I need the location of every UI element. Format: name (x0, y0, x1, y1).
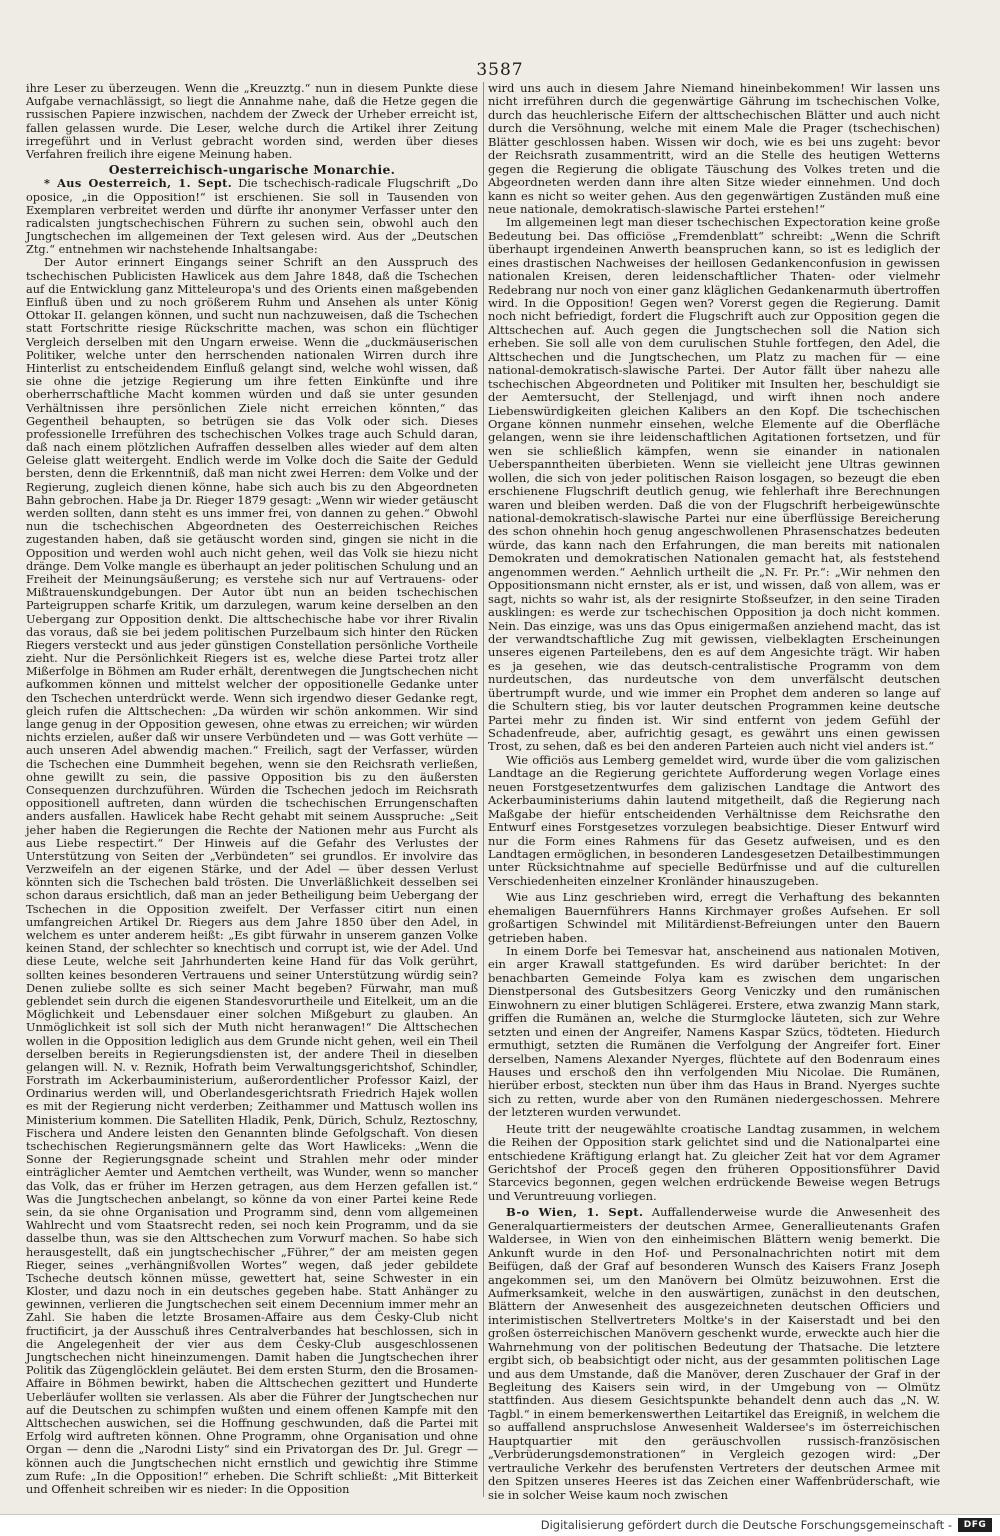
article-paragraph: Im allgemeinen legt man dieser tschechischen Expectoration keine große Bedeutung bei. Das officiöse „Fremdenblatt“ schreibt: „Wenn die Schrift überhaupt irgendeinen Anwerth beanspruchen kann, so ist es lediglich der eines drastischen Nachweises der heillosen Gedankenconfusion in gewissen nationalen Kreisen, deren leidenschaftlicher Thaten- oder vielmehr Redebrang nur noch von einer ganz kläglichen Gedankenarmuth übertroffen wird. In die Opposition! Gegen wen? Vorerst gegen die Regierung. Damit noch nicht befriedigt, fordert die Flugschrift auch zur Opposition gegen die Alttschechen auf. Auch gegen die Jungtschechen soll die Nation sich erheben. Sie soll alle von dem curulischen Stuhle fortfegen, den Adel, die Alttschechen und die Jungtschechen, um Platz zu machen für — eine national-demokratisch-slawische Partei. Der Autor fällt über nahezu alle tschechischen Abgeordneten und Politiker mit Insulten her, beschuldigt sie der Aemtersucht, der Stellenjagd, und wirft ihnen noch andere Liebenswürdigkeiten gleichen Kalibers an den Kopf. Die tschechischen Organe können nunmehr einsehen, welche Elemente auf die Oberfläche gelangen, wenn sie ihre leidenschaftlichen Agitationen fortsetzen, und für wen sie schließlich kämpfen, wenn sie einander in nationalen Ueberspanntheiten überbieten. Wenn sie vielleicht jene Ultras gewinnen wollen, die sich von jeder politischen Raison losgagen, so bezeugt die eben erschienene Flugschrift deutlich genug, wie fehlerhaft ihre Berechnungen waren und bleiben werden. Daß die von der Flugschrift herbeigewünschte national-demokratisch-slawische Partei nur eine überflüssige Bereicherung des schon ohnehin hoch genug angeschwollenen Phrasenschatzes bedeuten würde, das kann nach den Erfahrungen, die man bereits mit nationalen Demokraten und demokratischen Nationalen gemacht hat, als feststehend angenommen werden.“ Aehnlich urtheilt die „N. Fr. Pr.“: „Wir nehmen den Oppositionsmann nicht ernster, als er ist, und wissen, daß von allem, was er sagt, nichts so wahr ist, als der resignirte Stoßseufzer, in den seine Tiraden ausklingen: es werde zur tschechischen Opposition ja doch nicht kommen. Nein. Das einzige, was uns das Opus einigermaßen anziehend macht, das ist der verwandtschaftliche Zug mit gewissen, vielbeklagten Erscheinungen unseres eigenen Parteilebens, den es auf dem Angesichte trägt. Wir haben es ja gesehen, wie das deutsch-centralistische Programm von dem nurdeutschen, das nurdeutsche von dem unverfälscht deutschen übertrumpft wurde, und wie immer ein Prophet dem anderen so lange auf die Schultern stieg, bis vor lauter deutschen Programmen keine deutsche Partei mehr zu finden ist. Wir sind entfernt von jedem Gefühl der Schadenfreude, aber, aufrichtig gesagt, es gewährt uns einen gewissen Trost, zu sehen, daß es bei den anderen Parteien auch nicht viel anders ist.“ (488, 215, 940, 754)
dfg-logo: DFG (958, 1518, 992, 1532)
article-paragraph: Heute tritt der neugewählte croatische Landtag zusammen, in welchem die Reihen der Opposition stark gelichtet sind und die Nationalpartei eine entschiedene Kräftigung erlangt hat. Zu gleicher Zeit hat vor dem Agramer Gerichtshof der Proceß gegen den früheren Oppositionsführer David Starcevics begonnen, gegen welchen erdrückende Beweise wegen Betrugs und Veruntreuung vorliegen. (488, 1121, 940, 1203)
footer-bar (0, 1514, 1000, 1536)
article-paragraph: Wie aus Linz geschrieben wird, erregt die Verhaftung des bekannten ehemaligen Bauernführers Hanns Kirchmayer großes Aufsehen. Er soll großartigen Schwindel mit Militärdienst-Befreiungen unter den Bauern getrieben haben. (488, 890, 940, 945)
article-text: Auffallenderweise wurde die Anwesenheit des Generalquartiermeisters der deutschen Armee, Generallieutenants Grafen Waldersee, in Wien von den einheimischen Blättern wenig bemerkt. Die Ankunft wurde in den Hof- und Personalnachrichten notirt mit dem Beifügen, daß der Graf auf besonderen Wunsch des Kaisers Franz Joseph angekommen sei, um den Manövern bei Olmütz beizuwohnen. Erst die Aufmerksamkeit, welche in den auswärtigen, zunächst in den deutschen, Blättern der Anwesenheit des ausgezeichneten deutschen Officiers und interimistischen Stellvertreters Moltke's in der Kaiserstadt und bei den großen österreichischen Manövern geschenkt wurde, erweckte auch hier die Wahrnehmung von der politischen Bedeutung der Thatsache. Die letztere ergibt sich, ob beabsichtigt oder nicht, aus der gesammten politischen Lage und aus dem Umstande, daß die Manöver, deren Zuschauer der Graf in der Begleitung des Kaisers sein wird, in der Umgebung von — Olmütz stattfinden. Aus diesem Gesichtspunkte behandelt denn auch das „N. W. Tagbl.“ in einem bemerkenswerthen Leitartikel das Ereigniß, in welchem die so auffallend anspruchslose Anwesenheit Waldersee's im österreichischen Hauptquartier mit den geräuschvollen russisch-französischen „Verbrüderungsdemonstrationen“ in Vergleich gezogen wird: „Der vertrauliche Verkehr des berufensten Vertreters der deutschen Armee mit den Spitzen unseres Heeres ist das Zeichen einer Waffenbrüderschaft, wie sie in solcher Weise kaum noch zwischen (488, 1205, 940, 1502)
page-number: 3587 (476, 60, 524, 80)
article-paragraph: In einem Dorfe bei Temesvar hat, anscheinend aus nationalen Motiven, ein arger Krawall stattgefunden. Es wird darüber berichtet: In der benachbarten Gemeinde Folya kam es zwischen dem ungarischen Dienstpersonal des Gutsbesitzers Georg Veniczky und den rumänischen Einwohnern zu einer blutigen Schlägerei. Erstere, etwa zwanzig Mann stark, griffen die Rumänen an, welche die Sturmglocke läuteten, sich zur Wehre setzten und einen der Angreifer, Namens Kaspar Szücs, tödteten. Hiedurch ermuthigt, setzten die Rumänen die Verfolgung der Angreifer fort. Einer derselben, Namens Alexander Nyerges, flüchtete auf den Bodenraum eines Hauses und erschoß den ihn verfolgenden Miu Nicolae. Die Rumänen, hierüber erbost, steckten nun über ihm das Haus in Brand. Nyerges suchte sich zu retten, wurde aber von den Rumänen niedergeschossen. Mehrere der letzteren wurden verwundet. (488, 944, 940, 1120)
article-text: Die tschechisch-radicale Flugschrift „Do oposice, „in die Opposition!“ ist erschienen. Sie soll in Tausenden von Exemplaren verbreitet werden und dürfte ihr anonymer Verfasser unter den radicalsten jungtschechischen Führern zu suchen sein, obwohl auch den Jungtschechen im allgemeinen der Text gelesen wird. Aus der „Deutschen Ztg.“ entnehmen wir nachstehende Inhaltsangabe: (26, 177, 478, 257)
dateline: B-o Wien, 1. Sept. (506, 1205, 644, 1220)
article-continuation: ihre Leser zu überzeugen. Wenn die „Kreuzztg.“ nun in diesem Punkte diese Aufgabe vernachlässigt, so liegt die Annahme nahe, daß die Hetze gegen die russischen Papiere inzwischen, nachdem der Zweck der Urheber erreicht ist, fallen gelassen wurde. Die Leser, welche durch die Artikel ihrer Zeitung irregeführt und in Verlust gebracht worden sind, werden über dieses Verfahren freilich ihre eigene Meinung haben. (26, 82, 478, 161)
dateline: * Aus Oesterreich, 1. Sept. (44, 176, 233, 191)
left-column (26, 82, 478, 1496)
article-continuation: wird uns auch in diesem Jahre Niemand hineinbekommen! Wir lassen uns nicht irreführen durch die gegenwärtige Gährung im tschechischen Volke, durch das heuchlerische Eifern der alttschechischen Blätter und auch nicht durch die Versöhnung, welche mit einem Male die Prager (tschechischen) Blätter geschlossen haben. Wissen wir doch, wie es bei uns zugeht: bevor der Reichsrath zusammentritt, wird an die Stelle des heutigen Wetterns gegen die Regierung die obligate Täuschung des Volkes treten und die Abgeordneten werden dann ihre alten Sitze wieder einnehmen. Und doch kann es nicht so weiter gehen. Aus den gegenwärtigen Zuständen muß eine neue nationale, demokratisch-slawische Partei erstehen!“ (488, 81, 940, 216)
right-column (488, 82, 940, 1502)
column-divider (483, 82, 484, 1497)
article-paragraph: Wie officiös aus Lemberg gemeldet wird, wurde über die vom galizischen Landtage an die Regierung gerichtete Aufforderung wegen Vorlage eines neuen Forstgesetzentwurfes dem galizischen Landtage die Antwort des Ackerbauministeriums dahin lautend mitgetheilt, daß die Regierung nach Maßgabe der hiefür entscheidenden Verhältnisse dem Reichsrathe den Entwurf eines Forstgesetzes vorzulegen beabsichtige. Dieser Entwurf wird nur die Form eines Rahmens für das Gesetz aufweisen, und es den Landtagen ermöglichen, in besonderen Landesgesetzen Detailbestimmungen unter Rücksichtnahme auf specielle Bedürfnisse und auf die culturellen Verschiedenheiten einzelner Kronländer hinauszugeben. (488, 752, 940, 888)
section-heading: Oesterreichisch-ungarische Monarchie. (108, 162, 396, 178)
article-paragraph (488, 1206, 940, 1502)
footer-credit: Digitalisierung gefördert durch die Deutsche Forschungsgemeinschaft - (540, 1518, 952, 1532)
article-paragraph: Der Autor erinnert Eingangs seiner Schrift an den Ausspruch des tschechischen Publicisten Hawlicek aus dem Jahre 1848, daß die Tschechen auf die Entwicklung ganz Mitteleuropa's und des Orients einen maßgebenden Einfluß üben und zu noch größerem Ruhm und Ansehen als unter König Ottokar II. gelangen können, und sucht nun nachzuweisen, daß die Tschechen statt Fortschritte riesige Rückschritte machen, was schon ein flüchtiger Vergleich derselben mit den Ungarn erweise. Wenn die „duckmäuserischen Politiker, welche unter den herrschenden nationalen Wirren durch ihre Hinterlist zu entscheidendem Einfluß gelangt sind, welche wohl wissen, daß sie ohne die jetzige Regierung um ihre fetten Einkünfte und ihre oberherrschaftliche Macht kommen würden und daß sie unter gesunden Verhältnissen ihre persönlichen Ziele nicht erreichen könnten,“ das Gegentheil behaupten, so betrügen sie das Volk oder sich. Dieses professionelle Irreführen des tschechischen Volkes trage auch Schuld daran, daß nach einem plötzlichen Aufraffen desselben alles wieder auf dem alten Geleise glatt weitergeht. Endlich werde im Volke doch die Saite der Geduld bersten, denn die Erkenntniß, daß man nicht zwei Herren: dem Volke und der Regierung, zugleich dienen könne, habe sich auch bis zu den Abgeordneten Bahn gebrochen. Habe ja Dr. Rieger 1879 gesagt: „Wenn wir wieder getäuscht werden sollten, dann steht es uns immer frei, von dannen zu gehen.“ Obwohl nun die tschechischen Abgeordneten des Oesterreichischen Reiches zugestanden haben, daß sie getäuscht worden sind, gingen sie nicht in die Opposition und werden wohl auch nicht gehen, weil das Volk sie hiezu nicht dränge. Dem Volke mangle es überhaupt an jeder politischen Schulung und an Freiheit der Meinungsäußerung; es verstehe sich nur auf Vertrauens- oder Mißtrauenskundgebungen. Der Autor übt nun an beiden tschechischen Parteigruppen scharfe Kritik, um darzulegen, warum keine derselben an den Uebergang zur Opposition denkt. Die alttschechische habe vor ihrer Rivalin das voraus, daß sie bei jedem politischen Purzelbaum sich hinter den Rücken Riegers versteckt und aus jeder günstigen Constellation persönliche Vortheile zieht. Nur die Persönlichkeit Riegers ist es, welche diese Partei trotz aller Mißerfolge in Böhmen am Ruder erhält, derentwegen die Jungtschechen nicht aufkommen können und mittelst welcher der oppositionelle Gedanke unter den Tschechen unterdrückt werde. Wenn sich irgendwo dieser Gedanke regt, gleich rufen die Alttschechen: „Da würden wir schön ankommen. Wir sind lange genug in der Opposition gewesen, ohne etwas zu erreichen; wir würden nichts erzielen, außer daß wir unsere Verbündeten und — was Gott verhüte — auch unseren Adel abwendig machen.“ Freilich, sagt der Verfasser, würden die Tschechen eine Dummheit begehen, wenn sie den Reichsrath verließen, ohne gewillt zu sein, die passive Opposition bis zu den äußersten Consequenzen durchzuführen. Würden die Tschechen jedoch im Reichsrath oppositionell auftreten, dann würden die tschechischen Errungenschaften anders ausfallen. Hawlicek habe Recht gehabt mit seinem Ausspruche: „Seit jeher haben die Regierungen die Rechte der Nationen mehr aus Furcht als aus Liebe respectirt.“ Der Hinweis auf die Gefahr des Verlustes der Unterstützung von Seiten der „Verbündeten“ sei grundlos. Er involvire das Verzweifeln an der eigenen Stärke, und der Adel — über dessen Verlust könnten sich die Tschechen bald trösten. Die Unverläßlichkeit desselben sei schon daraus ersichtlich, daß man an jeder Betheiligung beim Uebergang der Tschechen in die Opposition zweifelt. Der Verfasser citirt nun einen umfangreichen Artikel Dr. Riegers aus dem Jahre 1850 über den Adel, in welchem es unter anderem heißt: „Es gibt fürwahr in unserem ganzen Volke keinen Stand, der schlechter so knechtisch und corrupt ist, wie der Adel. Und diese Leute, welche seit Jahrhunderten keine Hand für das Volk gerührt, sollten keines besonderen Vertrauens und seiner Unterstützung würdig sein? Denen zuliebe sollte es sich seiner Macht begeben? Fürwahr, man muß geblendet sein durch die eigenen Standesvorurtheile und Eitelkeit, um an die Möglichkeit und Lebensdauer einer solchen Mißgeburt zu glauben. An Unmöglichkeit ist soll sich der Muth nicht heranwagen!“ Die Alttschechen wollen in die Opposition lediglich aus dem Grunde nicht gehen, weil ein Theil derselben bereits in Regierungsdiensten ist, der andere Theil in dieselben gelangen will. N. v. Reznik, Hofrath beim Verwaltungsgerichtshof, Schindler, Forstrath im Ackerbauministerium, außerordentlicher Professor Kaizl, der Ordinarius werden will, und Oberlandesgerichtsrath Friedrich Hajek wollen es mit der Regierung nicht verderben; Zeithammer und Mattusch wollen ins Ministerium kommen. Die Satelliten Hladik, Penk, Dürich, Schulz, Reztoschny, Fischera und Andere leisten den Genannten blinde Gefolgschaft. Von diesen tschechischen Regierungsmännern gelte das Wort Hawliceks: „Wenn die Sonne der Regierungsgnade scheint und Strahlen mehr oder minder einträglicher Aemter und Aemtchen vertheilt, was Wunder, wenn so mancher das Volk, das er früher im Herzen getragen, aus dem Herzen gefallen ist.“ Was die Jungtschechen anbelangt, so könne da von einer Partei keine Rede sein, da sie ohne Organisation und Programm sind, denn vom allgemeinen Wahlrecht und vom Staatsrecht reden, sei noch kein Programm, und da sie dasselbe thun, was sie den Alttschechen zum Vorwurf machen. So habe sich herausgestellt, daß ein jungtschechischer „Führer,“ der am meisten gegen Rieger, seines „verhängnißvollen Wortes“ wegen, daß jeder gebildete Tscheche deutsch können müsse, gewettert hat, seine Schwester in ein Kloster, und dazu noch in ein deutsches gegeben habe. Statt Anhänger zu gewinnen, verlieren die Jungtschechen seit einem Decennium immer mehr an Zahl. Sie haben die letzte Brosamen-Affaire aus dem Česky-Club nicht fructificirt, ja der Ausschuß ihres Centralverbandes hat beschlossen, sich in die Angelegenheit der vier aus dem Česky-Club ausgeschlossenen Jungtschechen nicht hineinzumengen. Damit haben die Jungtschechen ihrer Politik das Zügenglöcklein geläutet. Bei dem ersten Sturm, den die Brosamen-Affaire in Böhmen bewirkt, haben die Alttschechen gezittert und Hunderte Ueberläufer wollten sie verlassen. Als aber die Führer der Jungtschechen nur auf die Deutschen zu schimpfen wußten und einem offenen Kampfe mit den Alttschechen auswichen, sei die Hoffnung geschwunden, daß die Partei mit Erfolg wird auftreten können. Ohne Programm, ohne Organisation und ohne Organ — denn die „Narodni Listy“ sind ein Privatorgan des Dr. Jul. Gregr — können auch die Jungtschechen nicht ernstlich und gewichtig ihre Stimme zum Rufe: „In die Opposition!“ erheben. Die Schrift schließt: „Mit Bitterkeit und Offenheit schreiben wir es nieder: In die Opposition (26, 256, 478, 1496)
article-paragraph (26, 177, 478, 256)
